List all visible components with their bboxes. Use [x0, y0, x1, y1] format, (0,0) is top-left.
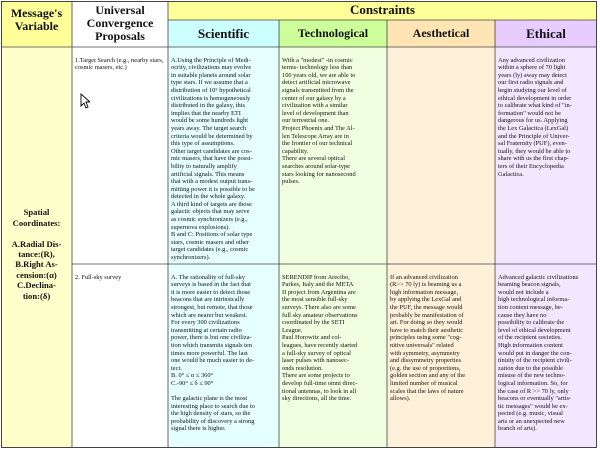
row2-proposal: [72, 264, 168, 448]
row2-scientific-text: A. The rationality of full-sky surveys is based in the fact that it is more easier to detect those beacons that are intrinsically strongest, but remote, that those which are nearer but weakest. For every 300 civilizations transmitting at certain radio power, there is but one civiliza- tion which transmits signals ten times more powerful. The last one would be much easier to de- tect. B. 0° ≤ α ≤ 360° C.-90° ≤ δ ≤ 90° The galactic plane is the most interesting place to search due to the high density of stars, so the probability of discovery a strong signal there is higher.: [171, 273, 255, 433]
header-technological: [279, 20, 387, 47]
row2-technological-text: SERENDIP from Arecibo, Parkes, Italy and the META II project from Argentina are the most sensible full-sky surveys. There also are some full sky amateur observations coordinated by the SETI League. Paul Horowitz and col- leagues, have recently started a full-sky survey of optical laser pulses with nanosec- onds resolution. There are some projects to develop full-time omni direc- tional antennas, to look in all sky directions, all the time.: [282, 273, 358, 403]
row2-scientific: [168, 264, 279, 448]
header-message-variable-text: Message's Variable: [10, 6, 63, 33]
row2-aesthetical-text: If an advanced civilization (R>> 70 ly) is beaming us a high information message, by applying the LexGal and the PUF, the message would probably be manifestation of art. For doing so they would have to match their aesthetic principles using some "cog- nitive universals" related with symmetry, asymmetry and dissymmetry properties (e.g. the use of proportions, golden section and any of the limited number of musical scales that the laws of nature allows).: [390, 273, 466, 403]
header-universal-convergence-text: Universal Convergence Proposals: [86, 3, 154, 43]
row1-aesthetical: [387, 47, 495, 264]
header-constraints-text: Constraints: [349, 2, 415, 17]
comparison-table: [1, 1, 597, 448]
header-aesthetical: [387, 20, 495, 47]
header-universal-convergence: [72, 1, 168, 47]
row1-technological: [279, 47, 387, 264]
header-technological-text: Technological: [297, 26, 369, 40]
row1-technological-text: With a "modest" -in cosmic terms- technology less than 100 years old, we are able to detect artificial microwave signals transmitted from the center of our galaxy by a civilization with a similar level of development than our terrestrial one. Project Phoenix and The Al- len Telescope Array are in the frontier of our technical capability. There are several optical searches around solar-type stars looking for nanosecond pulses.: [282, 56, 356, 186]
header-message-variable: [1, 1, 72, 47]
header-scientific: [168, 20, 279, 47]
mouse-pointer-icon: [80, 93, 90, 109]
row2-aesthetical: [387, 264, 495, 448]
row2-proposal-text: 2. Full-sky survey: [75, 273, 122, 281]
row1-scientific: [168, 47, 279, 264]
row2-ethical-text: Advanced galactic civilizations beaming beacon signals, would not include a high technological informa- tion content message, be- cause they have no possibility to calibrate the level of ethical development of the recipient societies. High information content would put in danger the con- tinuity of the recipient civili- zation due to the possible misuse of the new techno- logical information. So, for the case of R >> 70 ly, only beacons or eventually "artis- tic messages" would be ex- pected (e.g. music, visual arts or an unexpected new branch of arts).: [498, 273, 579, 433]
header-aesthetical-text: Aesthetical: [412, 26, 470, 40]
spatial-coordinates-text: Spatial Coordinates: A.Radial Dis- tance:(R), B.Right As- cension:(α) C.Declina- tion:(δ): [11, 207, 62, 301]
row1-ethical: [495, 47, 597, 264]
header-constraints: [168, 1, 597, 20]
spatial-coordinates-cell: [1, 47, 72, 448]
row2-ethical: [495, 264, 597, 448]
row1-proposal-text: 1.Target Search (e.g., nearby stars, cosmic masers, etc.): [75, 56, 164, 72]
header-ethical: [495, 20, 597, 47]
row2-technological: [279, 264, 387, 448]
row1-scientific-text: A.Using the Principle of Medi- ocrity, civilizations may evolve in suitable planets around solar type stars. If we assume that a distribution of 10⁵ hypothetical civilizations is homogeneously distributed in the galaxy, this implies that the nearby ETI would be some hundreds light years away. The target search criteria would be determined by this type of assumptions. Other target candidates are cos- mic masers, that have the possi- bility to naturally amplify artificial signals. This means that with a modest output trans- mitting power it is possible to be detected in the whole galaxy. A third kind of targets are those galactic objects that may serve as cosmic synchronizers (e.g., supernova explosions). B and C: Positions of solar type stars, cosmic masers and other target candidates (e.g., cosmic synchronizers).: [171, 56, 255, 262]
header-scientific-text: Scientific: [197, 26, 250, 41]
header-ethical-text: Ethical: [526, 26, 566, 41]
row1-proposal: [72, 47, 168, 264]
row1-ethical-text: Any advanced civilization within a sphere of 70 light years (ly) away may detect our first radio signals and begin studying our level of ethical development in order to calibrate what kind of "in- formation" would not be dangerous for us. Applying the Lex Galactica (LexGal) and the Principle of Univer- sal Fraternity (PUF), even- tually, they would be able to share with us the first chap- ters of their Encyclopedia Galactica.: [498, 56, 572, 178]
